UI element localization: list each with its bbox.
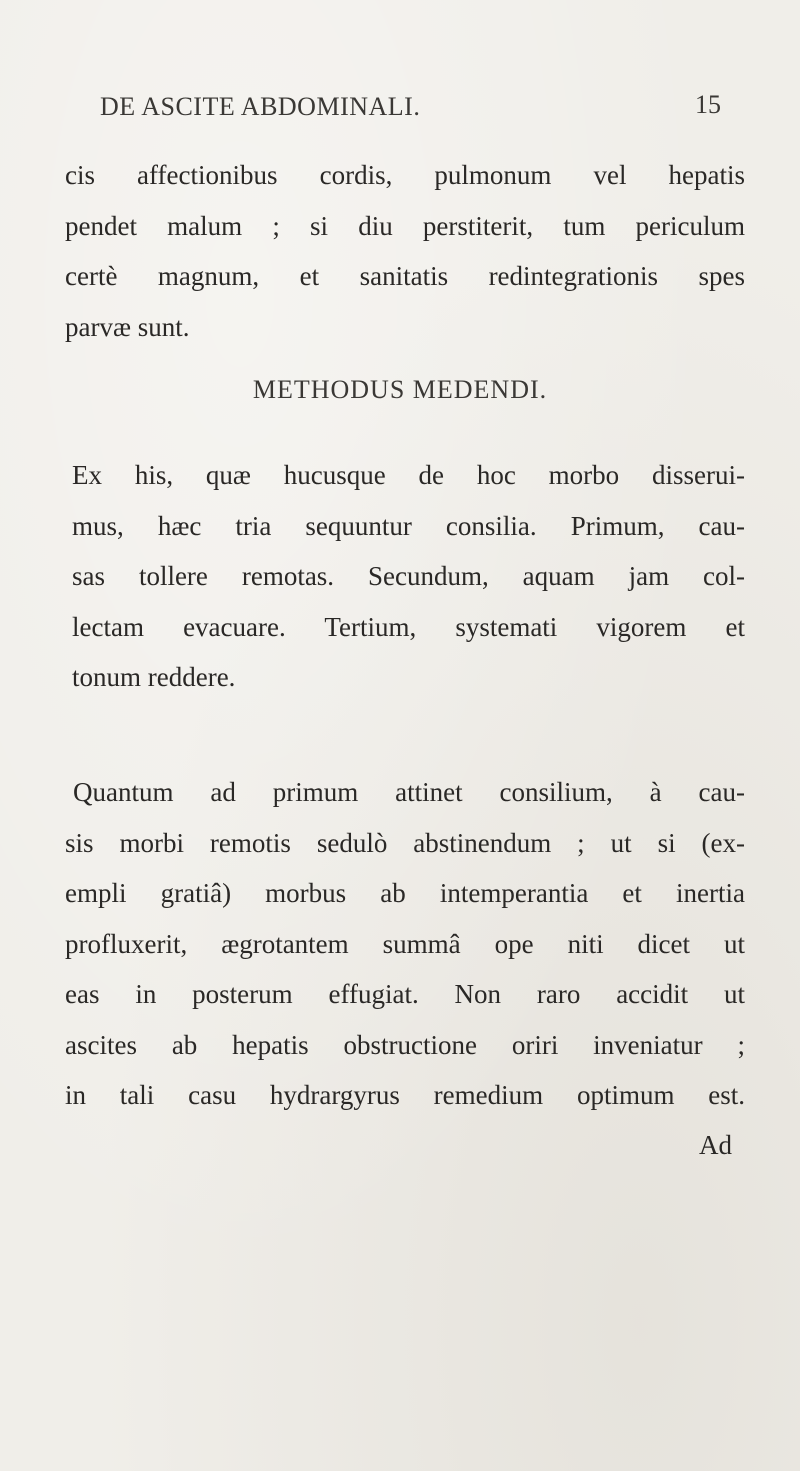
paragraph-intro — [65, 150, 745, 352]
text-line: ascites ab hepatis obstructione oriri inveniatur ; — [65, 1029, 745, 1060]
text-line: sis morbi remotis sedulò abstinendum ; ut si (ex- — [65, 827, 745, 858]
text-line: tonum reddere. — [72, 662, 236, 692]
paragraph-primum — [65, 767, 745, 1121]
paragraph-consilia — [72, 450, 745, 703]
text-line: lectam evacuare. Tertium, systemati vigorem et — [72, 611, 745, 642]
text-line: cis affectionibus cordis, pulmonum vel hepatis — [65, 160, 745, 190]
text-line: Ex his, quæ hucusque de hoc morbo disserui- — [72, 460, 745, 490]
text-line: profluxerit, ægrotantem summâ ope niti dicet ut — [65, 928, 745, 959]
text-line: eas in posterum effugiat. Non raro accidit ut — [65, 979, 745, 1009]
running-head: DE ASCITE ABDOMINALI. — [100, 92, 421, 121]
text-line: empli gratiâ) morbus ab intemperantia et inertia — [65, 878, 745, 908]
text-line: parvæ sunt. — [65, 311, 190, 342]
page-number: 15 — [695, 90, 721, 119]
text-line: sas tollere remotas. Secundum, aquam jam col- — [72, 561, 745, 591]
text-line: certè magnum, et sanitatis redintegrationis spes — [65, 261, 745, 291]
section-heading: METHODUS MEDENDI. — [252, 375, 548, 404]
text-line: Quantum ad primum attinet consilium, à cau- — [73, 777, 745, 807]
text-line: mus, hæc tria sequuntur consilia. Primum, cau- — [72, 510, 745, 541]
text-line: pendet malum ; si diu perstiterit, tum periculum — [65, 210, 745, 241]
catchword: Ad — [699, 1130, 732, 1160]
text-line: in tali casu hydrargyrus remedium optimum est. — [65, 1080, 745, 1110]
